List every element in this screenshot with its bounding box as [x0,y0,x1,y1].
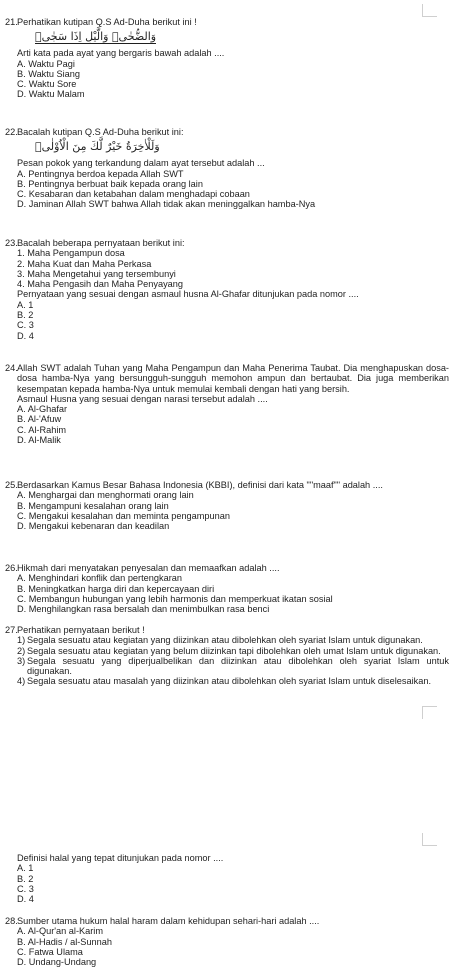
arabic-verse: وَلَلْاٰخِرَةُ خَيْرٌ لَّكَ مِنَ الْاُوْلٰىۗ [35,140,160,154]
question-number: 28. [5,916,18,926]
option-a[interactable]: A. Pentingnya berdoa kepada Allah SWT [17,168,184,179]
question-22 [5,127,449,210]
question-prompt: Pernyataan yang sesuai dengan asmaul husna Al-Ghafar ditunjukan pada nomor .... [17,289,359,300]
question-number: 26. [5,563,18,573]
statement-number: 1) [17,635,26,646]
statement: 1. Maha Pengampun dosa [17,248,125,259]
question-27 [5,625,449,687]
option-b[interactable]: B. Pentingnya berbuat baik kepada orang lain [17,178,203,189]
question-text: Perhatikan kutipan Q.S Ad-Duha berikut ini ! [17,17,197,27]
option-a[interactable]: A. Menghindari konflik dan pertengkaran [17,573,182,584]
option-d[interactable]: D. Waktu Malam [17,89,85,100]
question-text: Bacalah beberapa pernyataan berikut ini: [17,238,185,248]
option-d[interactable]: D. 4 [17,330,34,341]
option-d[interactable]: D. Undang-Undang [17,957,97,968]
question-number: 23. [5,238,18,248]
statement-number: 2) [17,645,26,656]
question-number: 22. [5,127,18,137]
option-a[interactable]: A. 1 [17,299,34,310]
option-c[interactable]: C. Kesabaran dan ketabahan dalam menghadapi cobaan [17,189,250,200]
option-b[interactable]: B. Waktu Siang [17,68,80,79]
statement-text: Segala sesuatu atau kegiatan yang diizinkan atau dibolehkan oleh syariat Islam untuk digunakan. [27,635,423,646]
question-text: Allah SWT adalah Tuhan yang Maha Pengampun dan Maha Penerima Taubat. Dia menghapuskan dosa-dosa hamba-Nya yang bersungguh-sungguh memohon ampun dan bertaubat. Dia juga memberikan kesempatan kepada hamba-Nya untuk memulai kembali dengan hati yang bersih. [17,363,449,394]
question-24 [5,363,449,445]
page-corner-mark [422,833,437,846]
statement: 2. Maha Kuat dan Maha Perkasa [17,258,152,269]
statement [17,646,449,656]
option-c[interactable]: C. Membangun hubungan yang lebih harmonis dan memperkuat ikatan sosial [17,593,333,604]
question-number: 25. [5,480,18,490]
option-b[interactable]: B. Meningkatkan harga diri dan kepercayaan diri [17,583,215,594]
option-a[interactable]: A. Menghargai dan menghormati orang lain [17,490,194,501]
question-21 [5,17,449,100]
question-text: Sumber utama hukum halal haram dalam kehidupan sehari-hari adalah .... [17,916,320,926]
statement-text: Segala sesuatu atau kegiatan yang belum diizinkan tapi dibolehkan oleh umat Islam untuk digunakan. [27,645,441,656]
statement-text: Segala sesuatu yang diperjualbelikan dan diizinkan atau dibolehkan oleh syariat Islam untuk digunakan. [27,655,449,677]
question-27-continued [17,853,449,904]
question-prompt: Pesan pokok yang terkandung dalam ayat tersebut adalah ... [17,158,265,169]
page-corner-mark [422,4,437,17]
page-corner-mark [422,706,437,719]
option-a[interactable]: A. Al-Ghafar [17,404,68,415]
statement [17,676,449,686]
question-26 [5,563,449,614]
question-text: Bacalah kutipan Q.S Ad-Duha berikut ini: [17,127,184,137]
option-d[interactable]: D. Jaminan Allah SWT bahwa Allah tidak akan meninggalkan hamba-Nya [17,199,316,210]
option-c[interactable]: C. 3 [17,320,34,331]
option-d[interactable]: D. Al-Malik [17,435,61,446]
option-d[interactable]: D. Mengakui kebenaran dan keadilan [17,521,170,532]
question-number: 27. [5,625,18,635]
question-prompt: Arti kata pada ayat yang bergaris bawah adalah .... [17,48,225,59]
option-b[interactable]: B. Al-Hadis / al-Sunnah [17,936,112,947]
option-a[interactable]: A. Al-Qur'an al-Karim [17,926,103,937]
option-c[interactable]: C. Fatwa Ulama [17,946,83,957]
option-c[interactable]: C. Waktu Sore [17,79,77,90]
statement-number: 4) [17,676,26,687]
option-c[interactable]: C. Mengakui kesalahan dan meminta pengampunan [17,510,230,521]
statement-number: 3) [17,655,26,666]
option-c[interactable]: C. 3 [17,883,34,894]
option-a[interactable]: A. Waktu Pagi [17,58,75,69]
question-number: 24. [5,363,18,373]
statement: 4. Maha Pengasih dan Maha Penyayang [17,279,184,290]
question-text: Berdasarkan Kamus Besar Bahasa Indonesia (KBBI), definisi dari kata ""maaf"" adalah .... [17,480,383,490]
question-text: Perhatikan pernyataan berikut ! [17,625,145,635]
statement: 3. Maha Mengetahui yang tersembunyi [17,268,176,279]
option-d[interactable]: D. Menghilangkan rasa bersalah dan menimbulkan rasa benci [17,604,270,615]
question-23 [5,238,449,341]
statement-text: Segala sesuatu atau masalah yang diizinkan atau dibolehkan oleh syariat Islam untuk diselesaikan. [27,676,431,687]
option-b[interactable]: B. 2 [17,873,34,884]
question-prompt: Asmaul Husna yang sesuai dengan narasi tersebut adalah .... [17,393,268,404]
question-28 [5,916,449,967]
option-a[interactable]: A. 1 [17,863,34,874]
option-c[interactable]: C. Al-Rahim [17,424,67,435]
option-b[interactable]: B. Al-'Afuw [17,414,62,425]
option-b[interactable]: B. Mengampuni kesalahan orang lain [17,500,169,511]
option-b[interactable]: B. 2 [17,310,34,321]
question-text: Hikmah dari menyatakan penyesalan dan memaafkan adalah .... [17,563,280,573]
arabic-verse: وَالضُّحٰىۙ وَالَّيْلِ اِذَا سَجٰىۙ [35,30,157,44]
option-d[interactable]: D. 4 [17,894,34,905]
question-25 [5,480,449,531]
statement [17,635,449,645]
statement [17,656,449,677]
question-prompt: Definisi halal yang tepat ditunjukan pada nomor .... [17,853,224,863]
question-number: 21. [5,17,18,27]
